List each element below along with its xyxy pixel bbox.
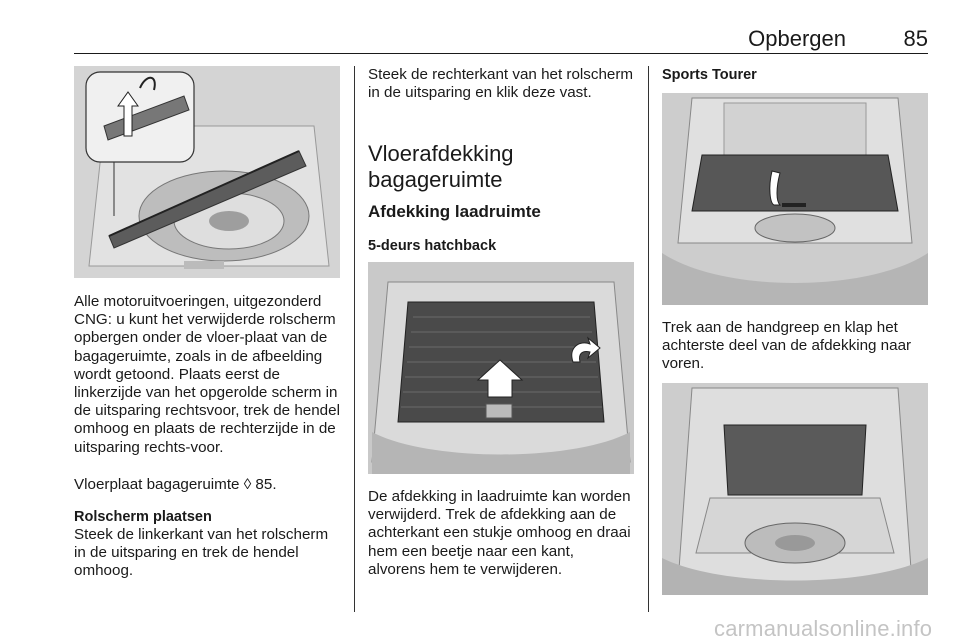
figure-sports-tourer-cover-handle: [662, 93, 928, 305]
col2-heading-1: Vloerafdekking bagageruimte: [368, 141, 514, 192]
col2-paragraph-1: Steek de rechterkant van het rolscherm in de uitsparing en klik deze vast.: [368, 66, 634, 102]
col3-paragraph-1: Trek aan de handgreep en klap het achterste deel van de afdekking naar voren.: [662, 319, 912, 373]
col2-paragraph-2: De afdekking in laadruimte kan worden verwijderd. Trek de afdekking aan de achterkant een stukje omhoog en draai hem een beetje naar een kant, alvorens hem te verwijderen.: [368, 488, 631, 578]
header-rule: [74, 53, 928, 55]
figure-hatchback-load-cover: [368, 262, 634, 474]
figure-sports-tourer-cover-folded: [662, 383, 928, 595]
page-header: [74, 24, 928, 54]
figure-cover-storage-under-floor: [74, 66, 340, 278]
col3-heading: Sports Tourer: [662, 67, 757, 83]
col1-subheading: Rolscherm plaatsen: [74, 509, 212, 525]
column-divider-1: [354, 66, 355, 612]
column-1: [74, 66, 340, 580]
col2-heading-3: 5-deurs hatchback: [368, 238, 497, 254]
col2-heading-2: Afdekking laadruimte: [368, 202, 541, 221]
col1-paragraph-1: Alle motoruitvoeringen, uitgezonderd CNG: u kunt het verwijderde rolscherm opbergen onder de vloer-plaat van de bagageruimte, zoals in de afbeelding wordt getoond. Plaats eerst de linkerzijde van het opgerolde scherm in de uitsparing rechtsvoor, trek de hendel omhoog en plaats de rechterzijde in de uitsparing rechts-voor.: [74, 293, 340, 456]
col1-paragraph-2: Steek de linkerkant van het rolscherm in de uitsparing en trek de hendel omhoog.: [74, 526, 329, 580]
col1-crossref[interactable]: Vloerplaat bagageruimte ◊ 85.: [74, 476, 277, 493]
column-divider-2: [648, 66, 649, 612]
page-title: Opbergen: [748, 26, 846, 51]
page-number: 85: [903, 26, 928, 51]
watermark: carmanualsonline.info: [714, 616, 933, 641]
